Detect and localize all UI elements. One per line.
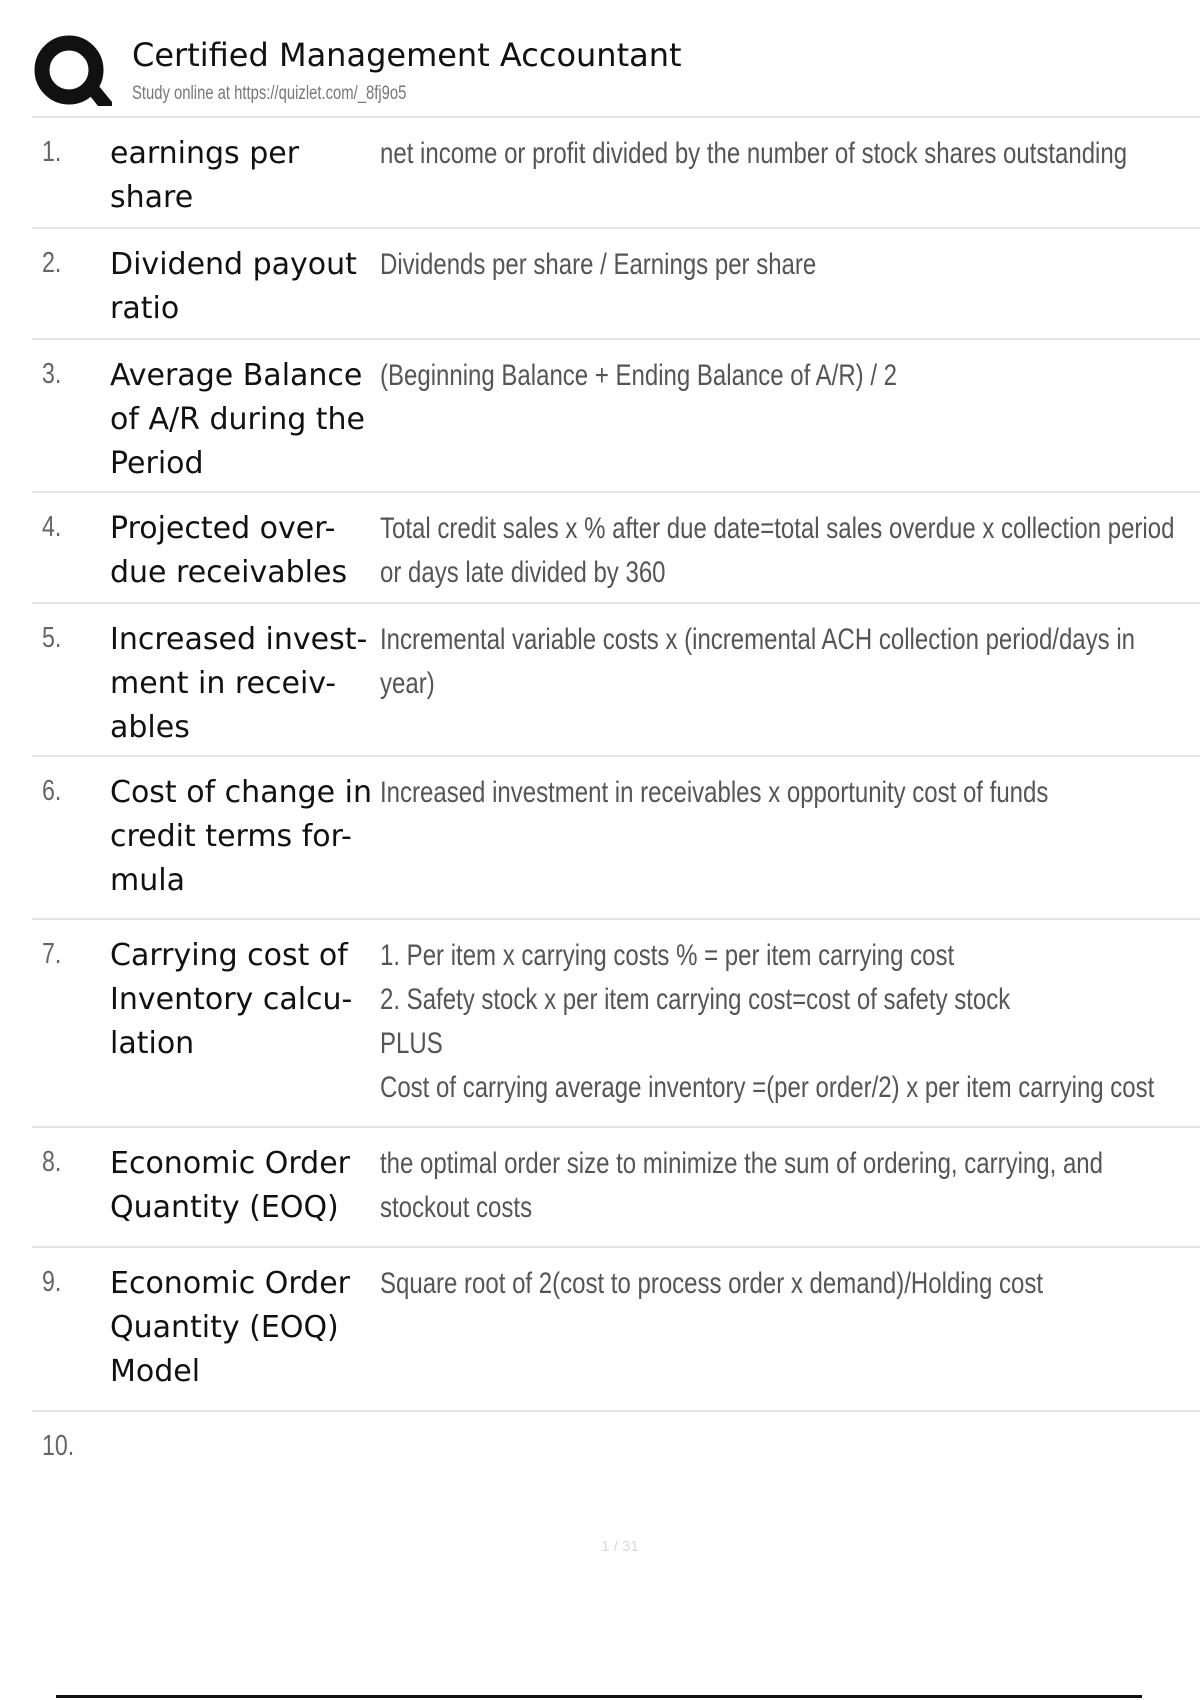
flashcard-row <box>32 118 1200 229</box>
card-definition: 1. Per item x carrying costs % = per item carrying cost 2. Safety stock x per item carrying cost=cost of safety stock PLUS Cost of carrying average inventory =(per order/2) x per item carrying cost <box>380 939 1155 1104</box>
card-number: 7. <box>42 938 62 970</box>
card-definition: (Beginning Balance + Ending Balance of A/R) / 2 <box>380 359 898 392</box>
card-term: Increased invest-ment in receiv-ables <box>110 622 368 745</box>
card-number: 5. <box>42 622 62 654</box>
study-online-link[interactable]: Study online at https://quizlet.com/_8fj9o5 <box>132 83 407 104</box>
card-number: 9. <box>42 1266 62 1298</box>
card-definition: the optimal order size to minimize the sum of ordering, carrying, and stockout costs <box>380 1147 1103 1224</box>
flashcard-row <box>32 757 1200 920</box>
card-number: 6. <box>42 775 62 807</box>
card-number: 3. <box>42 358 62 390</box>
flashcard-list <box>32 118 1200 1502</box>
card-number: 8. <box>42 1146 62 1178</box>
card-number: 2. <box>42 247 62 279</box>
card-term: Economic Order Quantity (EOQ) <box>110 1146 351 1225</box>
card-definition: Increased investment in receivables x opportunity cost of funds <box>380 776 1049 809</box>
page-number: 1 / 31 <box>601 1538 639 1555</box>
footer-divider <box>56 1695 1142 1698</box>
flashcard-row <box>32 1248 1200 1412</box>
flashcard-row <box>32 920 1200 1128</box>
quizlet-logo-icon <box>32 32 112 112</box>
card-definition: Incremental variable costs x (incremental ACH collection period/days in year) <box>380 623 1136 700</box>
page-title: Certified Management Accountant <box>132 36 682 74</box>
card-definition: Dividends per share / Earnings per share <box>380 248 817 281</box>
card-term: Economic Order Quantity (EOQ) Model <box>110 1266 351 1389</box>
flashcard-row <box>32 1128 1200 1248</box>
card-term: Carrying cost of Inventory calcu-lation <box>110 938 353 1061</box>
flashcard-row <box>32 340 1200 493</box>
flashcard-row <box>32 1412 1200 1502</box>
flashcard-row <box>32 493 1200 604</box>
card-number: 1. <box>42 136 62 168</box>
card-term: Dividend payout ratio <box>110 247 357 326</box>
page-header <box>32 28 1200 116</box>
card-term: Average Balance of A/R during the Period <box>110 358 366 481</box>
card-definition: net income or profit divided by the number of stock shares outstanding <box>380 137 1128 170</box>
card-term: earnings per share <box>110 136 300 215</box>
card-number: 4. <box>42 511 62 543</box>
flashcard-row <box>32 229 1200 340</box>
card-number: 10. <box>42 1430 75 1462</box>
card-definition: Total credit sales x % after due date=total sales overdue x collection period or days late divided by 360 <box>380 512 1175 589</box>
card-term: Cost of change in credit terms for-mula <box>110 775 372 898</box>
card-term: Projected over-due receivables <box>110 511 348 590</box>
card-definition: Square root of 2(cost to process order x demand)/Holding cost <box>380 1267 1043 1300</box>
flashcard-row <box>32 604 1200 757</box>
